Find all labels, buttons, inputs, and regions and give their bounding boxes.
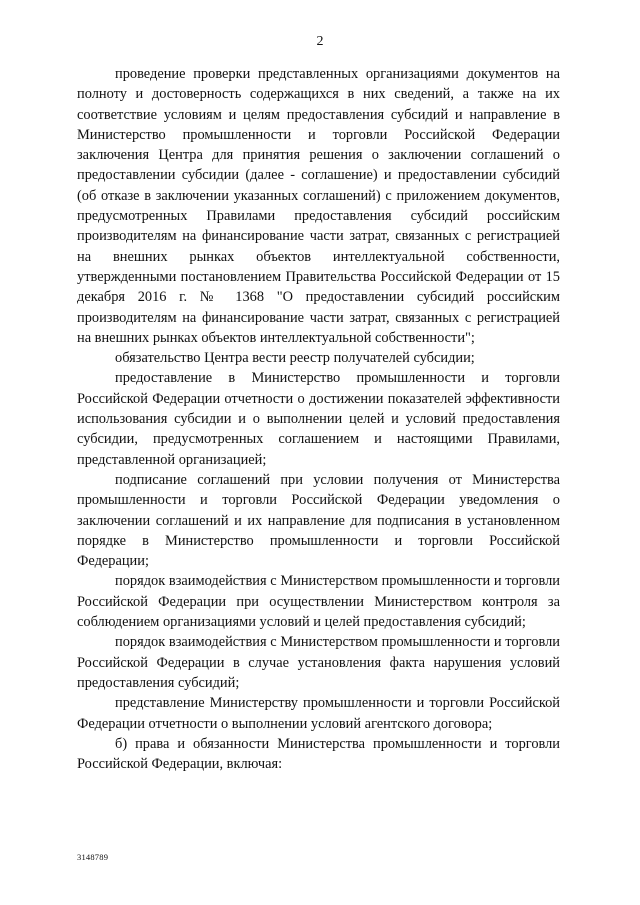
document-code: 3148789: [77, 852, 109, 862]
paragraph-control-interaction: порядок взаимодействия с Министерством промышленности и торговли Российской Федерации при осуществлении Министерством контроля за соблюдением организациями условий и целей предоставления субсидий;: [77, 573, 560, 631]
paragraph-recipient-registry: обязательство Центра вести реестр получателей субсидии;: [115, 350, 475, 367]
page-number: 2: [316, 34, 324, 49]
paragraph-agreement-signing: подписание соглашений при условии получения от Министерства промышленности и торговли Российской Федерации уведомления о заключении соглашений и их направление для подписания в установленном порядке в Министерство промышленности и торговли Российской Федерации;: [77, 471, 560, 570]
document-body: [77, 64, 560, 774]
paragraph-agency-reporting: представление Министерству промышленности и торговли Российской Федерации отчетности о выполнении условий агентского договора;: [77, 695, 560, 732]
paragraph-ministry-rights: б) права и обязанности Министерства промышленности и торговли Российской Федерации, включая:: [77, 735, 560, 773]
paragraph-efficiency-reporting: предоставление в Министерство промышленности и торговли Российской Федерации отчетности о достижении показателей эффективности использования субсидии и о выполнении целей и условий предоставления субсидии, предусмотренных соглашением и настоящими Правилами, представленной организацией;: [77, 370, 560, 468]
paragraph-violation-interaction: порядок взаимодействия с Министерством промышленности и торговли Российской Федерации в случае установления факта нарушения условий предоставления субсидий;: [77, 634, 560, 691]
paragraph-document-review: проведение проверки представленных организациями документов на полноту и достоверность содержащихся в них сведений, а также на их соответствие условиям и целям предоставления субсидий и направление в Министерство промышленности и торговли Российской Федерации заключения Центра для принятия решения о заключении соглашений о предоставлении субсидии (далее - соглашение) и предоставлении субсидий (об отказе в заключении указанных соглашений) с приложением документов, предусмотренных Правилами предоставления субсидий российским производителям на финансирование части затрат, связанных с регистрацией на внешних рынках объектов интеллектуальной собственности, утвержденными постановлением Правительства Российской Федерации от 15 декабря 2016 г. № 1368 "О предоставлении субсидий российским производителям на финансирование части затрат, связанных с регистрацией на внешних рынках объектов интеллектуальной собственности";: [77, 66, 560, 346]
